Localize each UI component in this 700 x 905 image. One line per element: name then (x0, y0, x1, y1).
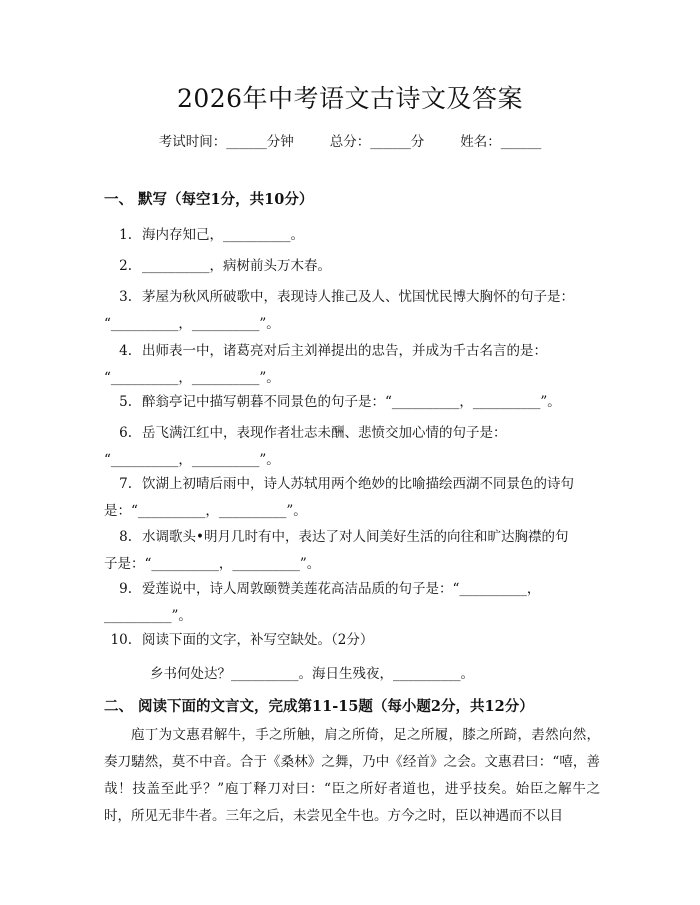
classical-passage: 庖丁为文惠君解牛，手之所触，肩之所倚，足之所履，膝之所踦，砉然向然，奏刀騞然，莫不中音。合于《桑林》之舞，乃中《经首》之会。文惠君曰：“嘻，善哉！技盖至此乎？”庖丁释刀对曰：“臣之所好者道也，进乎技矣。始臣之解牛之时，所见无非牛者。三年之后，未尝见全牛也。方今之时，臣以神遇而不以目 (104, 727, 600, 824)
question-1 (104, 222, 600, 249)
question-text: 水调歌头•明月几时有中，表达了对人间美好生活的向往和旷达胸襟的句 (142, 529, 569, 545)
question-4 (104, 338, 600, 392)
question-answer-line: “__________，__________”。 (104, 316, 280, 332)
question-7 (104, 471, 600, 525)
question-text: __________，病树前头万木春。 (142, 258, 331, 274)
question-number: 6. (119, 425, 132, 441)
question-number: 4. (119, 343, 132, 359)
question-answer-line: “__________，__________”。 (104, 452, 280, 468)
question-text: 出师表一中，诸葛亮对后主刘禅提出的忠告，并成为千古名言的是： (142, 343, 547, 359)
question-2 (104, 253, 600, 280)
exam-name: 姓名：______ (460, 134, 542, 150)
question-9 (104, 576, 600, 630)
question-text: 饮湖上初晴后雨中，诗人苏轼用两个绝妙的比喻描绘西湖不同景色的诗句 (142, 476, 574, 492)
question-number: 3. (119, 289, 132, 305)
question-number: 2. (119, 258, 132, 274)
question-text: 爱莲说中，诗人周敦颐赞美莲花高洁品质的句子是：“__________， (142, 581, 541, 597)
question-text: 岳飞满江红中，表现作者壮志未酬、悲愤交加心情的句子是： (142, 425, 507, 441)
question-text: 阅读下面的文字，补写空缺处。（2分） (142, 632, 374, 648)
question-5 (104, 389, 600, 416)
question-10 (104, 627, 600, 654)
exam-total-score: 总分：______分 (329, 134, 425, 150)
question-number: 8. (119, 529, 132, 545)
exam-time: 考试时间：______分钟 (158, 134, 294, 150)
question-number: 1. (119, 227, 132, 243)
question-number: 10. (110, 632, 132, 648)
question-answer-line: “__________，__________”。 (104, 370, 280, 386)
question-8 (104, 524, 600, 578)
question-answer-line: __________”。 (104, 608, 192, 624)
question-text: 醉翁亭记中描写朝暮不同景色的句子是：“__________，__________”。 (142, 394, 561, 410)
section1-heading: 一、 默写（每空1分，共10分） (104, 191, 314, 208)
exam-meta (0, 132, 700, 152)
question-number: 7. (119, 476, 132, 492)
question-6 (104, 420, 600, 474)
question-number: 5. (119, 394, 132, 410)
question-3 (104, 284, 600, 338)
question-text: 海内存知己，__________。 (142, 227, 304, 243)
section2-heading: 二、 阅读下面的文言文，完成第11-15题（每小题2分，共12分） (104, 698, 534, 715)
question-number: 9. (119, 581, 132, 597)
question-answer-line: 是：“__________，__________”。 (104, 503, 307, 519)
page-title: 2026年中考语文古诗文及答案 (176, 84, 524, 113)
question-10-fill-line: 乡书何处达？__________。海日生残夜，__________。 (150, 666, 474, 682)
question-answer-line: 子是：“__________，__________”。 (104, 556, 321, 572)
question-text: 茅屋为秋风所破歌中，表现诗人推己及人、忧国忧民博大胸怀的句子是： (142, 289, 574, 305)
